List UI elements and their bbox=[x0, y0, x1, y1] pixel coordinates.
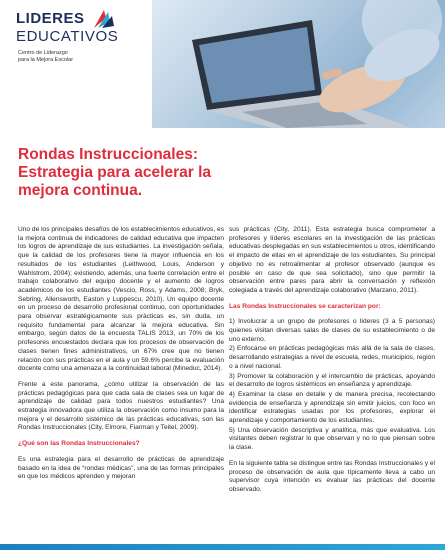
logo-line-1: LIDERES bbox=[16, 10, 85, 27]
logo-line-2: EDUCATIVOS bbox=[16, 28, 119, 45]
hero-illustration bbox=[152, 0, 445, 128]
list-item: 1) Involucrar a un grupo de profesores o líderes (3 a 5 personas) quienes visitan diversas salas de clases de su establecimiento o de uno externo. bbox=[229, 318, 435, 343]
continuation-paragraph: sus prácticas (City, 2011). Esta estrategia busca comprometer a profesores y líderes escolares en la investigación de las prácticas educativas desplegadas en sus establecimientos u otros, identificando el impacto de ellas en el aprendizaje de los estudiantes. Su principal objetivo no es retroalimentar al profesor observado (aunque es posible en caso de que sea solicitado), sino que permitir la observación entre pares para abrir la conversación y reflexión colegiada a través del aprendizaje colaborativo (Marzano, 2011). bbox=[229, 226, 435, 294]
logo-flag-icon bbox=[92, 8, 116, 30]
right-column bbox=[229, 226, 435, 502]
definition-paragraph: Es una estrategia para el desarrollo de prácticas de aprendizaje basado en la idea de “rondas médicas”, una de las formas principales en que los médicos aprenden y mejoran bbox=[18, 455, 224, 481]
section-heading-what-are: ¿Qué son las Rondas Instruccionales? bbox=[18, 440, 140, 448]
left-column bbox=[18, 226, 224, 489]
list-item: 5) Una observación descriptiva y analítica, más que evaluativa. Los visitantes deben registrar lo que observan y no lo que piensan sobre la clase. bbox=[229, 426, 435, 452]
context-paragraph: Frente a este panorama, ¿cómo utilizar la observación de las prácticas pedagógicas para que cada sala de clases sea un lugar de aprendizaje de calidad para todos nuestros estudiantes? Una estrategia innovadora que utiliza la observación como insumo para la mejora y el desarrollo sistémico de las prácticas educativas, son las Rondas Instruccionales (City, Elmore, Fiarman y Teitel, 2009). bbox=[18, 380, 224, 432]
page-title: Rondas Instruccionales: Estrategia para acelerar la mejora continua. bbox=[18, 146, 212, 199]
intro-paragraph: Uno de los principales desafíos de los establecimientos educativos, es la mejora continua de indicadores de calidad educativa que impacten los logros de aprendizaje de sus estudiantes. La investigación señala, que la calidad de los profesores tiene la mayor influencia en los resultados de los estudiantes (Leithwood, Louis, Anderson y Wahlstrom, 2004); existiendo, además, una fuerte correlación entre el trabajo colaborativo del equipo docente y el aumento de logros académicos de los estudiantes (Vescio, Ross, y Adams, 2008; Bryk, Sebring, Allensworth, Easton y Luppescu, 2010). Un equipo docente en un proceso de desarrollo profesional continuo, con oportunidades para observar estratégicamente sus prácticas es, sin duda, un requisito fundamental para alcanzar la mejora educativa. Sin embargo, según datos de la encuesta TALIS 2013, un 70% de los profesores encuestados declara que los procesos de observación de clases tienen fines administrativos, un 67% cree que no tienen relación con sus prácticas en el aula y un 59.6% percibe la evaluación docente como una amenaza a la continuidad laboral (Mineduc, 2014). bbox=[18, 226, 224, 373]
logo-tagline: Centro de Liderazgo para la Mejora Escolar bbox=[18, 50, 74, 63]
list-item: 4) Examinar la clase en detalle y de manera precisa, recolectando evidencia de enseñanza y aprendizaje sin emitir juicios, con foco en identificar estrategias usadas por los profesores, explorar el aprendizaje y comportamiento de los estudiantes. bbox=[229, 390, 435, 425]
footer-bar bbox=[0, 544, 445, 550]
hero-photo-laptop bbox=[152, 0, 445, 128]
table-intro-paragraph: En la siguiente tabla se distingue entre las Rondas Instruccionales y el proceso de observación de aula que típicamente lleva a cabo un supervisor cuya intención es evaluar las prácticas del docente observado. bbox=[229, 459, 435, 493]
list-item: 3) Promover la colaboración y el intercambio de prácticas, apoyando el desarrollo de logros sistémicos en enseñanza y aprendizaje. bbox=[229, 372, 435, 389]
list-item: 2) Enfocarse en prácticas pedagógicas más allá de la sala de clases, desarrollando estrategias a nivel de escuela, redes, municipios, región o a nivel nacional. bbox=[229, 345, 435, 370]
section-heading-characteristics: Las Rondas Instruccionales se caracterizan por: bbox=[229, 302, 381, 310]
